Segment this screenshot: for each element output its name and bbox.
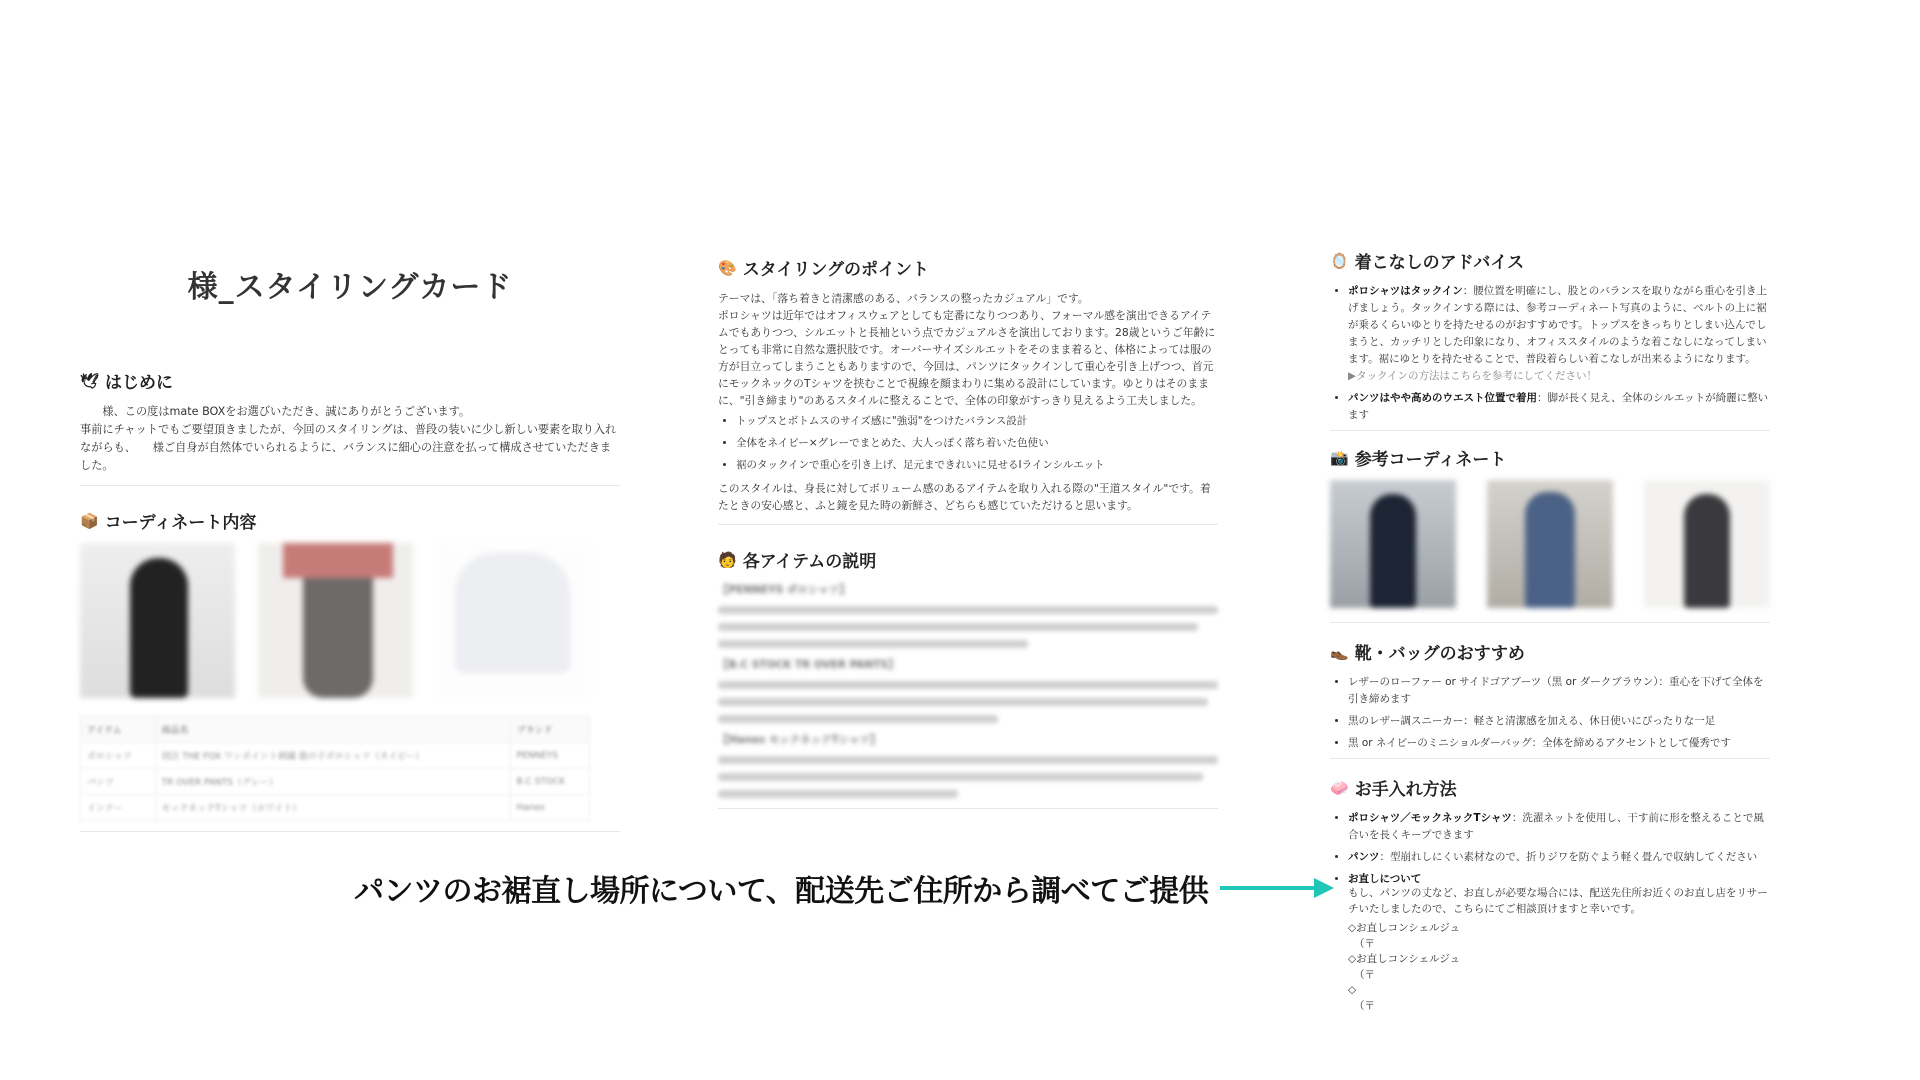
arrow-head [1314, 878, 1334, 898]
care-list [1330, 810, 1770, 888]
table-row [81, 795, 590, 821]
reference-photos [1330, 480, 1770, 608]
alteration-notes [1330, 886, 1770, 1014]
blurred-line [718, 623, 1198, 631]
outfit-heading [80, 508, 620, 533]
care-bold: お直しについて [1348, 873, 1422, 885]
item-title: 【PENNEYS ポロシャツ】 [718, 584, 850, 596]
care-bold: ポロシャツ／モックネックTシャツ [1348, 812, 1512, 824]
table-cell: ポロシャツ [81, 743, 156, 769]
list-item: • 黒 or ネイビーのミニショルダーバッグ：全体を締めるアクセントとして優秀です [1348, 735, 1770, 752]
table-cell: パンツ [81, 769, 156, 795]
right-column [1330, 248, 1770, 1014]
shoes-heading [1330, 639, 1770, 664]
intro-paragraph: 様、この度はmate BOXをお選びいただき、誠にありがとうございます。 事前にチャットでもご要望頂きましたが、今回のスタイリングは、普段の装いに少し新しい要素を取り入れながらも、 様ご自身が自然体でいられるように、バランスに細心の注意を払って構成させていただきました。 [80, 405, 617, 472]
card-title: 様_スタイリングカード [187, 270, 513, 305]
alteration-line: （〒 [1354, 999, 1375, 1012]
outfit-heading-label: コーディネート内容 [104, 513, 257, 533]
blurred-line [718, 698, 1208, 706]
outfit-photos [80, 543, 590, 698]
outfit-table [80, 716, 590, 821]
list-item [1348, 810, 1770, 844]
item-title: 【Hanes モックネックTシャツ】 [718, 734, 881, 746]
table-row [81, 769, 590, 795]
advice-text: ：脚が長く見え、全体のシルエットが綺麗に整います [1348, 392, 1769, 421]
blurred-line [718, 756, 1218, 764]
mirror-icon: 🪞 [1330, 251, 1349, 270]
divider [80, 485, 620, 486]
outfit-photo-polo [80, 543, 235, 698]
list-item: • 裾のタックインで重心を引き上げ、足元まできれいに見せるIラインシルエット [736, 457, 1218, 474]
palette-icon: 🎨 [718, 258, 737, 277]
middle-column [718, 255, 1218, 831]
left-column [80, 250, 620, 854]
dove-icon: 🕊 [80, 371, 100, 390]
reference-photo [1644, 480, 1770, 608]
table-cell: モックネックTシャツ（ホワイト） [155, 795, 510, 821]
list-item: • 黒のレザー調スニーカー：軽さと清潔感を加える、休日使いにぴったりな一足 [1348, 713, 1770, 730]
alteration-line: ◇お直しコンシェルジュ [1348, 922, 1461, 934]
table-cell: TR OVER PANTS（グレー） [155, 769, 510, 795]
outfit-photo-pants [258, 543, 413, 698]
items-heading-label: 各アイテムの説明 [742, 552, 877, 572]
advice-heading-label: 着こなしのアドバイス [1354, 253, 1525, 273]
advice-heading [1330, 248, 1770, 273]
table-cell: 商品名 [155, 717, 510, 743]
reference-photo [1330, 480, 1456, 608]
alteration-line: ◇ [1348, 984, 1357, 996]
points-bullets [718, 413, 1218, 474]
annotation-banner: パンツのお裾直し場所について、配送先ご住所から調べてご提供 [354, 874, 1209, 909]
shoes-heading-label: 靴・バッグのおすすめ [1354, 644, 1525, 664]
divider [718, 524, 1218, 525]
alteration-line: （〒 [1354, 937, 1375, 950]
list-item [1348, 849, 1770, 866]
care-bold: パンツ [1348, 851, 1380, 863]
list-item: • レザーのローファー or サイドゴアブーツ（黒 or ダークブラウン）：重心を下げて全体を引き締めます [1348, 674, 1770, 708]
care-heading-label: お手入れ方法 [1354, 780, 1457, 800]
divider [718, 808, 1218, 809]
alteration-line: （〒 [1354, 968, 1375, 981]
advice-list [1330, 283, 1770, 424]
items-description [718, 582, 1218, 798]
arrow-right-icon [1220, 876, 1335, 900]
shoe-icon: 👞 [1330, 642, 1349, 661]
advice-text: ：腰位置を明確にし、股とのバランスを取りながら重心を引き上げましょう。タックインする際には、参考コーディネート写真のように、ベルトの上に裾が乗るくらいゆとりを持たせるのがおすすめです。トップスをきっちりとしまい込んでしまうと、カッチリとした印象になり、オフィススタイルのような着こなしになってしまいます。裾にゆとりを持たせることで、普段着らしい着こなしが出来るようになります。 [1348, 285, 1767, 365]
shoes-list [1330, 674, 1770, 752]
camera-icon: 📸 [1330, 448, 1349, 467]
list-item [1348, 390, 1770, 424]
alteration-paragraph: もし、パンツの丈など、お直しが必要な場合には、配送先住所お近くのお直し店をリサーチいたしましたので、こちらにてご相談頂けますと幸いです。 [1348, 887, 1768, 915]
items-heading [718, 547, 1218, 572]
reference-photo [1487, 480, 1613, 608]
advice-bold: ポロシャツはタックイン [1348, 285, 1463, 297]
blurred-line [718, 640, 1028, 648]
package-icon: 📦 [80, 511, 99, 530]
person-icon: 🧑 [718, 550, 737, 569]
table-cell: Hanes [510, 795, 589, 821]
care-text: ：洗濯ネットを使用し、干す前に形を整えることで風合いを長くキープできます [1348, 812, 1764, 841]
table-cell: PENNEYS [510, 743, 589, 769]
list-item: • 全体をネイビー×グレーでまとめた、大人っぽく落ち着いた色使い [736, 435, 1218, 452]
table-cell: アイテム [81, 717, 156, 743]
list-item [1348, 283, 1770, 385]
intro-heading [80, 368, 620, 393]
blurred-line [718, 606, 1218, 614]
blurred-line [718, 773, 1203, 781]
table-row [81, 743, 590, 769]
table-cell: ブランド [510, 717, 589, 743]
tuck-in-link[interactable]: ▶タックインの方法はこちらを参考にしてください！ [1348, 370, 1598, 382]
outfit-photo-tshirt [435, 543, 590, 698]
item-title: 【B.C STOCK TR OVER PANTS】 [718, 659, 899, 671]
points-heading [718, 255, 1218, 280]
divider [1330, 622, 1770, 623]
points-paragraph: テーマは、「落ち着きと清潔感のある、バランスの整ったカジュアル」です。 ポロシャツは近年ではオフィスウェアとしても定番になりつつあり、フォーマル感を演出できるアイテムでもありつつ、シルエットと長袖という点でカジュアルさを演出しております。28歳というご年齢にとっても非常に自然な選択肢です。オーバーサイズシルエットをそのまま着ると、体格によっては服の方が目立ってしまうこともありますので、今回は、パンツにタックインして重心を引き上げつつ、首元にモックネックのTシャツを挟むことで視線を顔まわりに集める設計にしています。ゆとりはそのままに、"引き締まり"のあるスタイルに整えることで、全体の印象がすっきり見えるよう工夫しました。 [718, 292, 1216, 407]
care-heading [1330, 775, 1770, 800]
divider [1330, 758, 1770, 759]
soap-icon: 🧼 [1330, 778, 1349, 797]
divider [80, 831, 620, 832]
table-cell: 別注 THE FOX ワンポイント刺繍 鹿の子ポロシャツ（ネイビー） [155, 743, 510, 769]
points-closing: このスタイルは、身長に対してボリューム感のあるアイテムを取り入れる際の"王道スタイル"です。着たときの安心感と、ふと鏡を見た時の新鮮さ、どちらも感じていただけると思います。 [718, 482, 1211, 512]
advice-bold: パンツはやや高めのウエスト位置で着用 [1348, 392, 1537, 404]
list-item: • トップスとボトムスのサイズ感に"強弱"をつけたバランス設計 [736, 413, 1218, 430]
divider [1330, 430, 1770, 431]
points-heading-label: スタイリングのポイント [742, 260, 930, 280]
reference-heading [1330, 445, 1770, 470]
blurred-line [718, 681, 1218, 689]
alteration-line: ◇お直しコンシェルジュ [1348, 953, 1461, 965]
table-cell: インナー [81, 795, 156, 821]
blurred-line [718, 790, 958, 798]
intro-heading-label: はじめに [105, 373, 174, 393]
blurred-line [718, 715, 998, 723]
table-cell: B.C STOCK [510, 769, 589, 795]
table-row [81, 717, 590, 743]
care-text: ：型崩れしにくい素材なので、折りジワを防ぐよう軽く畳んで収納してください [1379, 851, 1758, 863]
reference-heading-label: 参考コーディネート [1354, 450, 1507, 470]
